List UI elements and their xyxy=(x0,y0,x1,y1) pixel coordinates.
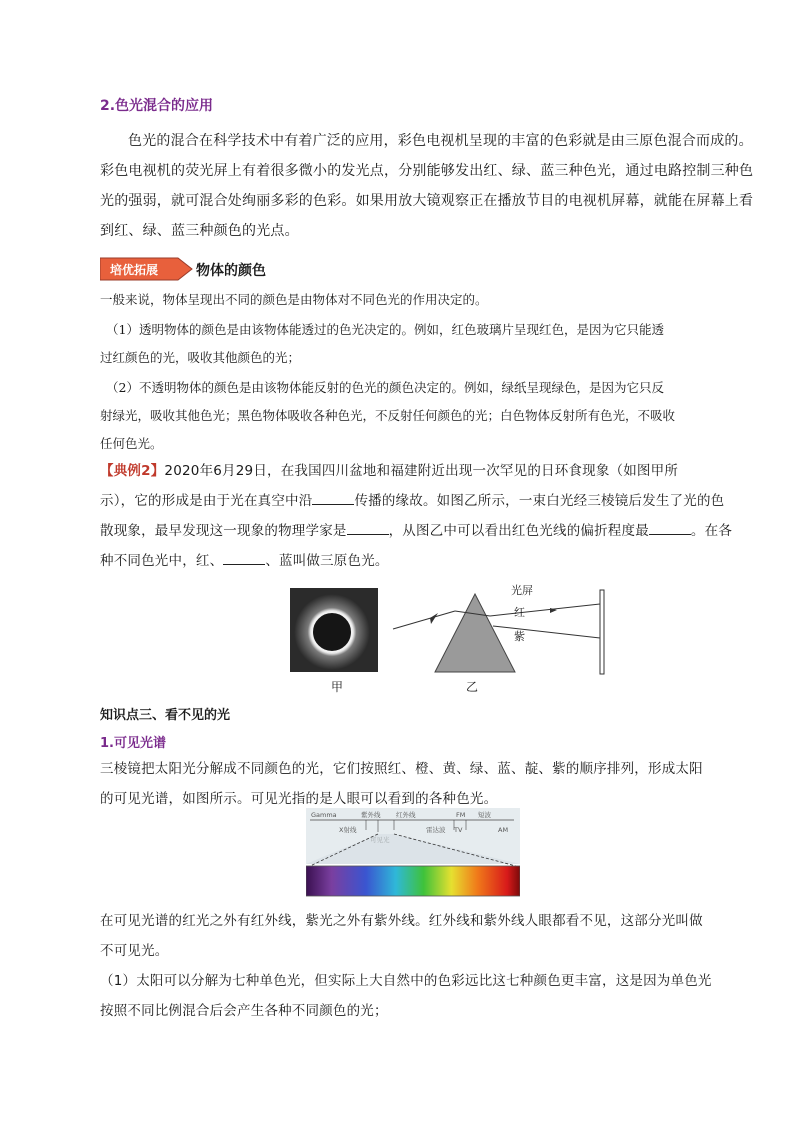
extension-item-2-cont: 射绿光，吸收其他色光；黑色物体吸收各种色光，不反射任何颜色的光；白色物体反射所有色光，不吸收 xyxy=(100,408,676,423)
spectrum-label-am: AM xyxy=(498,826,509,834)
example-2 xyxy=(100,456,733,576)
example-figure xyxy=(290,586,794,698)
paragraph-line: 光的强弱，就可混合处绚丽多彩的色彩。如果用放大镜观察正在播放节目的电视机屏幕，就能在屏幕上看 xyxy=(100,193,754,209)
extension-badge: 培优拓展 xyxy=(110,263,159,277)
answer-blank-2[interactable] xyxy=(347,520,389,535)
extension-content xyxy=(100,286,700,458)
spectrum-figure xyxy=(306,808,520,898)
paragraph-line: 色光的混合在科学技术中有着广泛的应用，彩色电视机呈现的丰富的色彩就是由三原色混合而成的。 xyxy=(128,133,753,149)
figure-label-jia: 甲 xyxy=(331,680,344,694)
extension-item-2: （2）不透明物体的颜色是由该物体能反射的色光的颜色决定的。例如，绿纸呈现绿色，是因为它只反 xyxy=(106,380,664,395)
example-text: 散现象，最早发现这一现象的物理学家是 xyxy=(100,523,347,539)
extension-item-1-cont: 过红颜色的光，吸收其他颜色的光； xyxy=(100,350,301,365)
spectrum-label-gamma: Gamma xyxy=(311,811,337,819)
purple-label: 紫 xyxy=(514,630,525,643)
example-text: 传播的缘故。如图乙所示，一束白光经三棱镜后发生了光的色 xyxy=(354,493,725,509)
monochromatic-paragraph xyxy=(100,966,712,1026)
spectrum-label-shortwave: 短波 xyxy=(478,811,491,819)
prism-dispersion-diagram xyxy=(385,586,615,681)
electromagnetic-spectrum-diagram xyxy=(306,808,520,898)
example-text: 。在各 xyxy=(690,523,733,539)
red-label: 红 xyxy=(514,606,525,619)
example-line xyxy=(100,456,700,486)
visible-spectrum-paragraph xyxy=(100,754,703,814)
example-line xyxy=(100,546,700,576)
example-text: 、蓝叫做三原色光。 xyxy=(265,553,389,569)
example-line xyxy=(100,516,733,546)
purple-ray xyxy=(493,626,600,638)
color-mixing-paragraph xyxy=(100,126,754,246)
subheading-visible-spectrum: 1.可见光谱 xyxy=(100,736,166,751)
example-text: 种不同色光中，红、 xyxy=(100,553,224,569)
paragraph-line: （1）太阳可以分解为七种单色光，但实际上大自然中的色彩远比这七种颜色更丰富，这是因为单色光 xyxy=(100,973,712,989)
screen-label: 光屏 xyxy=(511,584,533,597)
paragraph-line: 在可见光谱的红光之外有红外线，紫光之外有紫外线。红外线和紫外线人眼都看不见，这部分光叫做 xyxy=(100,913,703,929)
example-tag: 【典例2】 xyxy=(100,463,165,479)
extension-header xyxy=(100,256,290,282)
answer-blank-1[interactable] xyxy=(312,490,354,505)
section-heading-color-mixing: 2.色光混合的应用 xyxy=(100,98,214,114)
extension-title: 物体的颜色 xyxy=(196,263,266,279)
red-ray xyxy=(490,604,600,616)
invisible-light-paragraph xyxy=(100,906,703,966)
answer-blank-4[interactable] xyxy=(223,550,265,565)
example-text: ，从图乙中可以看出红色光线的偏折程度最 xyxy=(388,523,649,539)
light-screen xyxy=(600,590,604,674)
spectrum-label-ir: 红外线 xyxy=(396,811,416,819)
example-line xyxy=(100,486,725,516)
extension-item-2-cont: 任何色光。 xyxy=(100,436,163,451)
figure-label-yi: 乙 xyxy=(466,680,479,694)
section-heading-invisible-light: 知识点三、看不见的光 xyxy=(100,708,231,723)
paragraph-line: 彩色电视机的荧光屏上有着很多微小的发光点，分别能够发出红、绿、蓝三种色光，通过电路控制三种色 xyxy=(100,163,754,179)
paragraph-line: 按照不同比例混合后会产生各种不同颜色的光； xyxy=(100,1003,388,1019)
example-text: 示），它的形成是由于光在真空中沿 xyxy=(100,493,313,509)
spectrum-label-tv: TV xyxy=(454,826,463,834)
extension-item-1: （1）透明物体的颜色是由该物体能透过的色光决定的。例如，红色玻璃片呈现红色，是因为它只能透 xyxy=(106,322,664,337)
paragraph-line: 的可见光谱，如图所示。可见光指的是人眼可以看到的各种色光。 xyxy=(100,791,498,807)
spectrum-label-xray: X射线 xyxy=(339,826,357,834)
spectrum-label-radar: 雷达波 xyxy=(426,826,446,834)
incident-ray xyxy=(393,611,455,629)
spectrum-label-uv: 紫外线 xyxy=(361,811,381,819)
paragraph-line: 不可见光。 xyxy=(100,943,169,959)
extension-intro: 一般来说，物体呈现出不同的颜色是由物体对不同色光的作用决定的。 xyxy=(100,292,488,307)
solar-eclipse-image xyxy=(290,588,378,672)
prism-shape xyxy=(435,594,515,672)
spectrum-label-fm: FM xyxy=(456,811,466,819)
answer-blank-3[interactable] xyxy=(649,520,691,535)
paragraph-line: 三棱镜把太阳光分解成不同颜色的光，它们按照红、橙、黄、绿、蓝、靛、紫的顺序排列，形成太阳 xyxy=(100,761,703,777)
example-text: 2020年6月29日，在我国四川盆地和福建附近出现一次罕见的日环食现象（如图甲所 xyxy=(164,463,679,479)
paragraph-line: 到红、绿、蓝三种颜色的光点。 xyxy=(100,223,299,239)
visible-spectrum-bar xyxy=(306,866,520,896)
